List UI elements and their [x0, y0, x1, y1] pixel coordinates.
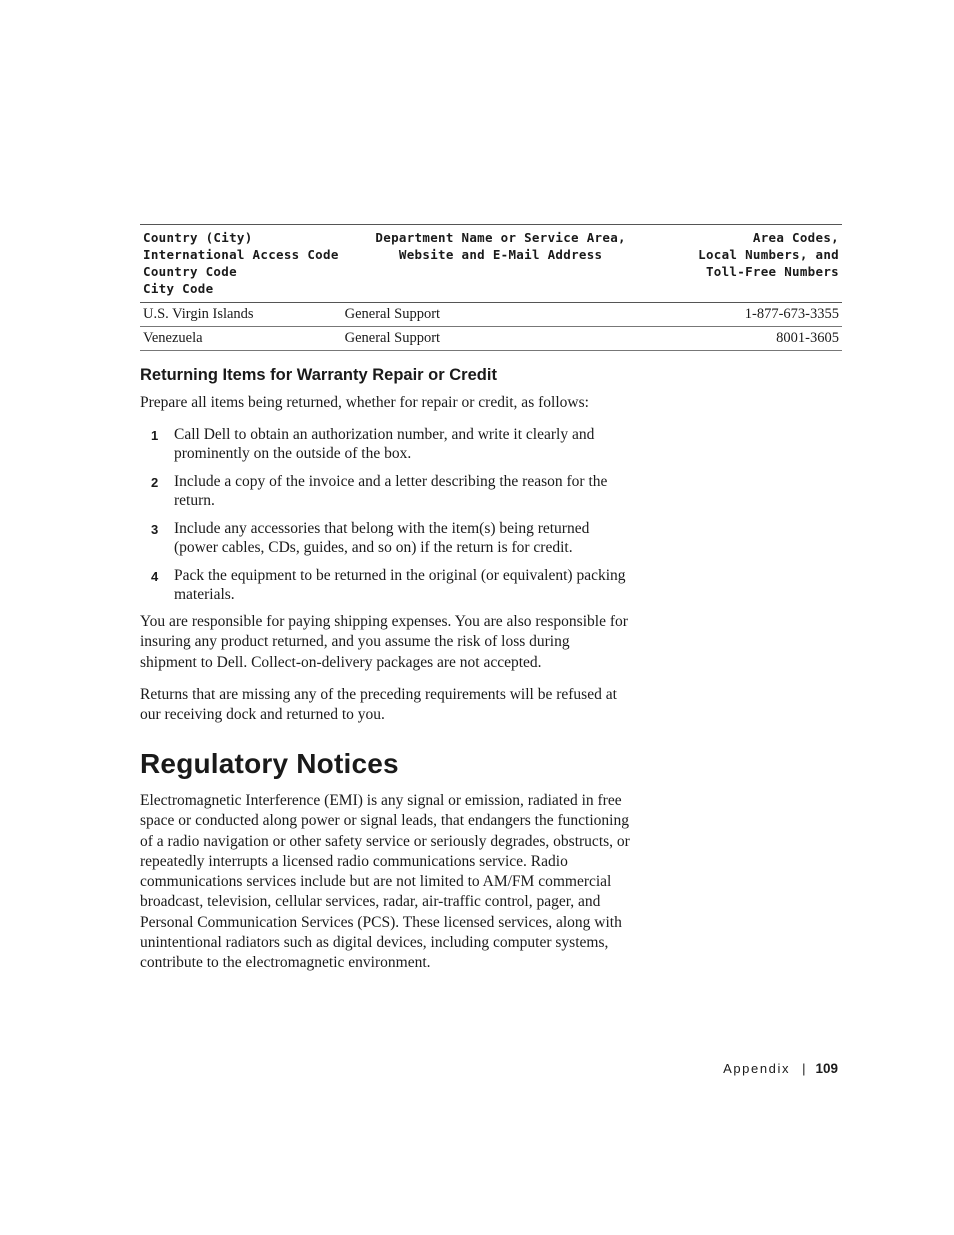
- header-line: Country (City): [143, 230, 253, 245]
- step-number: 3: [151, 522, 159, 537]
- step-number: 1: [151, 428, 159, 443]
- refused-paragraph: Returns that are missing any of the preceding requirements will be refused at our receiving dock and returned to you.: [140, 686, 617, 724]
- header-line: Local Numbers, and: [698, 247, 839, 262]
- list-item: [140, 566, 630, 604]
- returns-intro: Prepare all items being returned, whether for repair or credit, as follows:: [140, 394, 589, 411]
- row-country: U.S. Virgin Islands: [140, 303, 342, 327]
- list-item: [140, 472, 630, 510]
- step-text: Pack the equipment to be returned in the original (or equivalent) packing materials.: [174, 567, 626, 603]
- header-line: Department Name or Service Area,: [375, 230, 626, 245]
- row-service: General Support: [342, 327, 660, 351]
- header-line: Country Code: [143, 264, 237, 279]
- page-footer: [723, 1061, 838, 1076]
- header-line: Toll-Free Numbers: [705, 264, 839, 279]
- step-text: Call Dell to obtain an authorization number, and write it clearly and prominently on the outside of the box.: [174, 426, 595, 462]
- row-service: General Support: [342, 303, 660, 327]
- shipping-paragraph: You are responsible for paying shipping expenses. You are also responsible for insuring any product returned, and you assume the risk of loss during shipment to Dell. Collect-on-delivery packages are not accepted.: [140, 613, 628, 671]
- contact-table: [140, 224, 842, 351]
- table-header-row: [140, 225, 842, 303]
- list-item: [140, 519, 630, 557]
- footer-separator: |: [802, 1061, 806, 1076]
- step-number: 4: [151, 569, 159, 584]
- header-country: [140, 225, 342, 303]
- list-item: [140, 425, 630, 463]
- step-text: Include a copy of the invoice and a letter describing the reason for the return.: [174, 473, 608, 509]
- row-number: 1-877-673-3355: [660, 303, 842, 327]
- step-number: 2: [151, 475, 159, 490]
- table-row: [140, 327, 842, 351]
- header-line: City Code: [143, 281, 214, 296]
- row-country: Venezuela: [140, 327, 342, 351]
- header-line: Website and E-Mail Address: [398, 247, 603, 262]
- header-line: International Access Code: [143, 247, 339, 262]
- returns-steps-list: [140, 425, 630, 613]
- page-number: 109: [815, 1061, 838, 1076]
- row-number: 8001-3605: [660, 327, 842, 351]
- step-text: Include any accessories that belong with the item(s) being returned (power cables, CDs, guides, and so on) if the return is for credit.: [174, 520, 590, 556]
- header-department: [342, 225, 660, 303]
- header-numbers: [660, 225, 842, 303]
- table-row: [140, 303, 842, 327]
- regulatory-body: Electromagnetic Interference (EMI) is any signal or emission, radiated in free space or conducted along power or signal leads, that endangers the functioning of a radio navigation or other safety service or seriously degrades, obstructs, or repeatedly interrupts a licensed radio communications service. Radio communications services include but are not limited to AM/FM commercial broadcast, television, cellular services, radar, air-traffic control, pager, and Personal Communication Services (PCS). These licensed services, along with unintentional radiators such as digital devices, including computer systems, contribute to the electromagnetic environment.: [140, 792, 630, 972]
- footer-section-name: Appendix: [723, 1061, 791, 1076]
- returns-heading: Returning Items for Warranty Repair or Credit: [140, 366, 497, 384]
- regulatory-heading: Regulatory Notices: [140, 748, 399, 779]
- header-line: Area Codes,: [752, 230, 839, 245]
